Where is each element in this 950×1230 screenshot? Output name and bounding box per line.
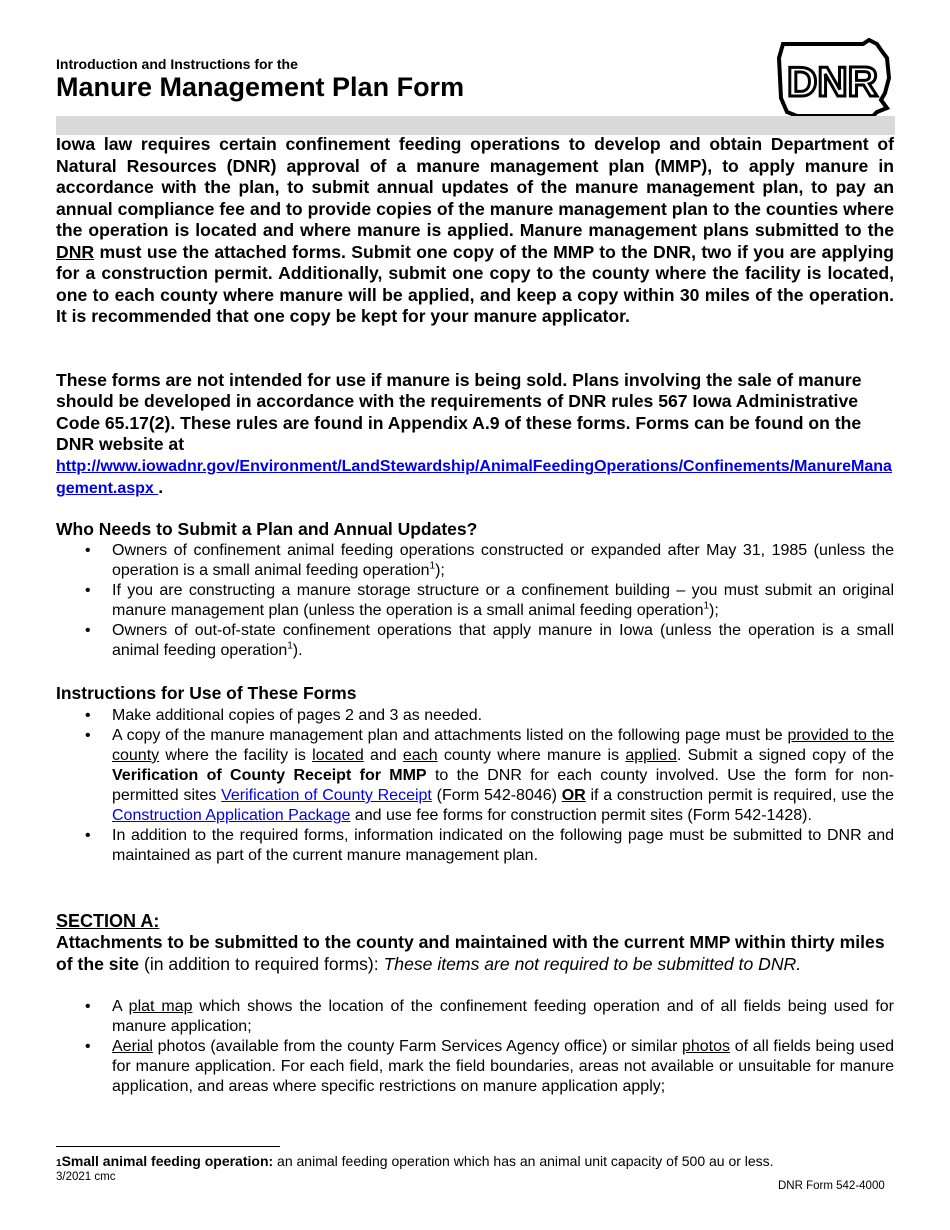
logo-text: DNR — [787, 58, 878, 105]
intro-heading: Introduction and Instructions for the — [56, 56, 298, 72]
instructions-list — [56, 706, 894, 866]
instructions-heading: Instructions for Use of These Forms — [56, 683, 357, 703]
intro-paragraph — [56, 134, 894, 328]
revision-date: 3/2021 cmc — [56, 1171, 116, 1183]
list-item: • If you are constructing a manure storage structure or a confinement building – you must submit an original manure management plan (unless the operation is a small animal feeding operation$^1$); — [56, 581, 894, 621]
list-item: • In addition to the required forms, information indicated on the following page must be submitted to DNR and maintained as part of the current manure management plan. — [56, 826, 894, 866]
footnote-divider — [56, 1146, 280, 1147]
sale-notice-text: These forms are not intended for use if manure is being sold. Plans involving the sale of manure should be developed in accordance with the requirements of DNR rules 567 Iowa Administrative Code 65.17(2). These rules are found in Appendix A.9 of these forms. Forms can be found on the DNR website at — [56, 370, 862, 454]
header-divider-bar — [56, 116, 895, 135]
list-item: • A plat map which shows the location of the confinement feeding operation and of all fields being used for manure application; — [56, 997, 894, 1037]
dnr-website-link[interactable]: http://www.iowadnr.gov/Environment/LandStewardship/AnimalFeedingOperations/Confinements/ManureManagement.aspx — [56, 458, 892, 498]
section-a-label: SECTION A: — [56, 911, 160, 931]
form-number: DNR Form 542-4000 — [778, 1180, 885, 1192]
construction-application-link[interactable]: Construction Application Package — [112, 807, 351, 824]
sale-notice-paragraph: These forms are not intended for use if manure is being sold. Plans involving the sale of manure should be developed in accordance with the requirements of DNR rules 567 Iowa Administrative Code 65.17(2). These rules are found in Appendix A.9 of these forms. Forms can be found on the DNR website at http://www.iowadnr.gov/Environment/LandStewardship/AnimalFeedingOperations/Confinements/ManureManagement.aspx . — [56, 370, 892, 498]
intro-text-part2: must use the attached forms. Submit one copy of the MMP to the DNR, two if you are applying for a construction permit. Additionally, submit one copy to the county where the facility is located, one to each county where manure will be applied, and keep a copy within 30 miles of the operation. It is recommended that one copy be kept for your manure applicator. — [56, 241, 894, 326]
list-item: • Make additional copies of pages 2 and 3 as needed. — [56, 706, 894, 726]
page-title: Manure Management Plan Form — [56, 72, 465, 102]
list-item: • A copy of the manure management plan and attachments listed on the following page must be provided to the county where the facility is located and each county where manure is applied. Submit a signed copy of the Verification of County Receipt for MMP to the DNR for each county involved. Use the form for non-permitted sites Verification of County Receipt (Form 542-8046) OR if a construction permit is required, use the Construction Application Package and use fee forms for construction permit sites (Form 542-1428). — [56, 726, 894, 826]
verification-county-receipt-link[interactable]: Verification of County Receipt — [221, 787, 432, 804]
intro-text-part1: Iowa law requires certain confinement feeding operations to develop and obtain Department of Natural Resources (DNR) approval of a manure management plan (MMP), to apply manure in accordance with the plan, to submit annual updates of the manure management plan, to pay an annual compliance fee and to provide copies of the manure management plan to the counties where the operation is located and where manure is applied. Manure management plans submitted to the — [56, 134, 894, 240]
section-a-list — [56, 997, 894, 1097]
intro-dnr-underlined: DNR — [56, 241, 95, 262]
list-item: • Owners of out-of-state confinement operations that apply manure in Iowa (unless the operation is a small animal feeding operation$^1$). — [56, 621, 894, 661]
footnote: 1Small animal feeding operation: an animal feeding operation which has an animal unit capacity of 500 au or less. — [56, 1153, 774, 1169]
list-item: • Aerial photos (available from the county Farm Services Agency office) or similar photos of all fields being used for manure application. For each field, mark the field boundaries, areas not available or unsuitable for manure application, and areas where specific restrictions on manure application apply; — [56, 1037, 894, 1097]
list-item: • Owners of confinement animal feeding operations constructed or expanded after May 31, 1985 (unless the operation is a small animal feeding operation$^1$); — [56, 541, 894, 581]
section-a-description: Attachments to be submitted to the county and maintained with the current MMP within thirty miles of the site (in addition to required forms): These items are not required to be submitted to DNR. — [56, 932, 885, 974]
dnr-logo — [777, 38, 895, 118]
who-needs-list — [56, 541, 894, 661]
who-needs-heading: Who Needs to Submit a Plan and Annual Updates? — [56, 519, 478, 539]
